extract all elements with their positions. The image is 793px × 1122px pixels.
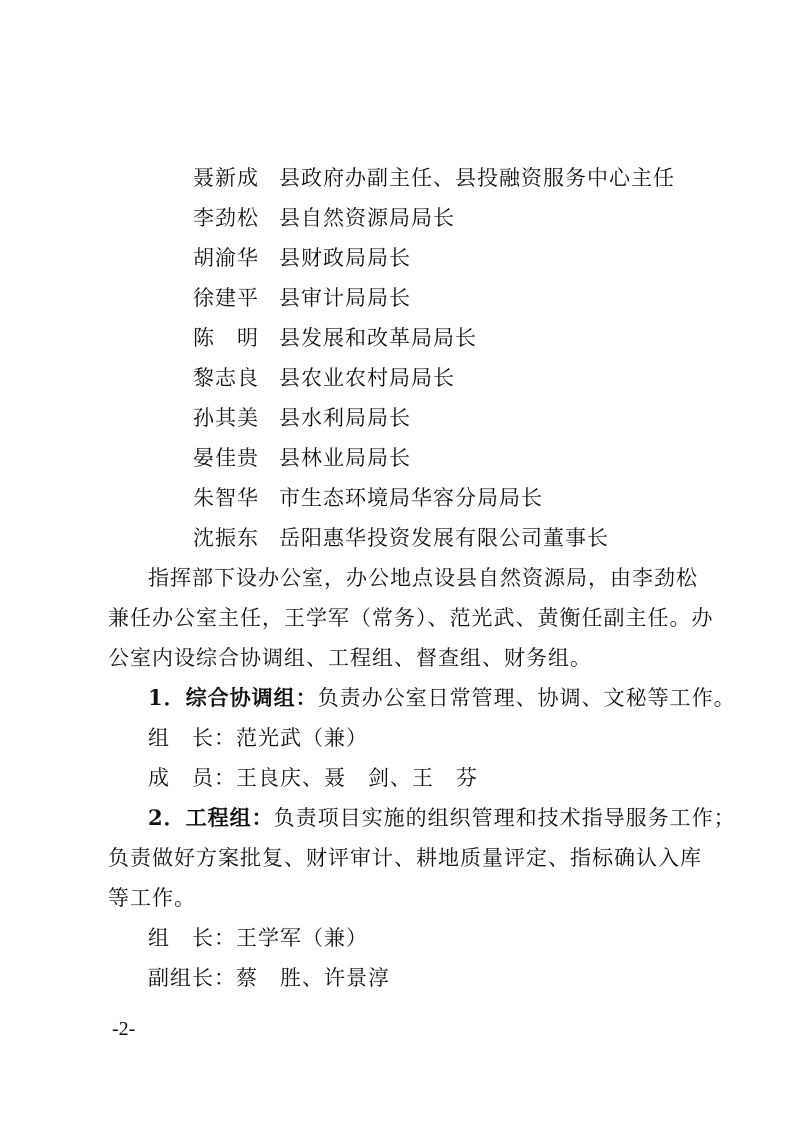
- member-row: [193, 198, 753, 238]
- office-paragraph-line-3: 公室内设综合协调组、工程组、督查组、财务组。: [108, 646, 592, 670]
- group2-leader: 组 长：王学军（兼）: [148, 926, 368, 950]
- member-role: 岳阳惠华投资发展有限公司董事长: [279, 526, 609, 550]
- member-row: [193, 278, 753, 318]
- group1-heading-line: [148, 678, 736, 718]
- group2-desc-line-2: 负责做好方案批复、财评审计、耕地质量评定、指标确认入库: [108, 846, 702, 870]
- member-name: 朱智华: [193, 486, 259, 510]
- member-role: 县林业局局长: [279, 446, 411, 470]
- group1-desc: 负责办公室日常管理、协调、文秘等工作。: [317, 686, 736, 710]
- member-role: 县政府办副主任、县投融资服务中心主任: [279, 166, 675, 190]
- group2-heading: 2．工程组：: [148, 805, 274, 830]
- member-row: [193, 518, 753, 558]
- member-name: 孙其美: [193, 406, 259, 430]
- member-row: [193, 438, 753, 478]
- office-paragraph-line-1: 指挥部下设办公室，办公地点设县自然资源局，由李劲松: [148, 566, 698, 590]
- member-role: 县自然资源局局长: [279, 206, 455, 230]
- group2-desc-line-1: 负责项目实施的组织管理和技术指导服务工作；: [273, 806, 736, 830]
- member-name: 徐建平: [193, 286, 259, 310]
- member-role: 县水利局局长: [279, 406, 411, 430]
- group1-members: 成 员：王良庆、聂 剑、王 芬: [148, 766, 478, 790]
- group1-heading: 1．综合协调组：: [148, 685, 318, 710]
- member-name: 李劲松: [193, 206, 259, 230]
- member-name: 聂新成: [193, 166, 259, 190]
- member-name: 黎志良: [193, 366, 259, 390]
- group2-desc-line-3: 等工作。: [108, 886, 196, 910]
- member-row: [193, 398, 753, 438]
- member-list: [193, 158, 753, 558]
- member-row: [193, 358, 753, 398]
- member-role: 县发展和改革局局长: [279, 326, 477, 350]
- member-role: 市生态环境局华容分局局长: [279, 486, 543, 510]
- member-row: [193, 318, 753, 358]
- member-name: 胡渝华: [193, 246, 259, 270]
- member-row: [193, 158, 753, 198]
- member-name: 陈 明: [193, 326, 259, 350]
- member-row: [193, 238, 753, 278]
- member-role: 县财政局局长: [279, 246, 411, 270]
- group2-heading-line: [148, 798, 736, 838]
- member-name: 晏佳贵: [193, 446, 259, 470]
- member-role: 县审计局局长: [279, 286, 411, 310]
- group1-leader: 组 长：范光武（兼）: [148, 726, 368, 750]
- group2-deputy: 副组长：蔡 胜、许景淳: [148, 966, 390, 990]
- office-paragraph-line-2: 兼任办公室主任，王学军（常务）、范光武、黄衡任副主任。办: [108, 606, 714, 630]
- member-row: [193, 478, 753, 518]
- member-name: 沈振东: [193, 526, 259, 550]
- member-role: 县农业农村局局长: [279, 366, 455, 390]
- page-number: -2-: [112, 1018, 136, 1040]
